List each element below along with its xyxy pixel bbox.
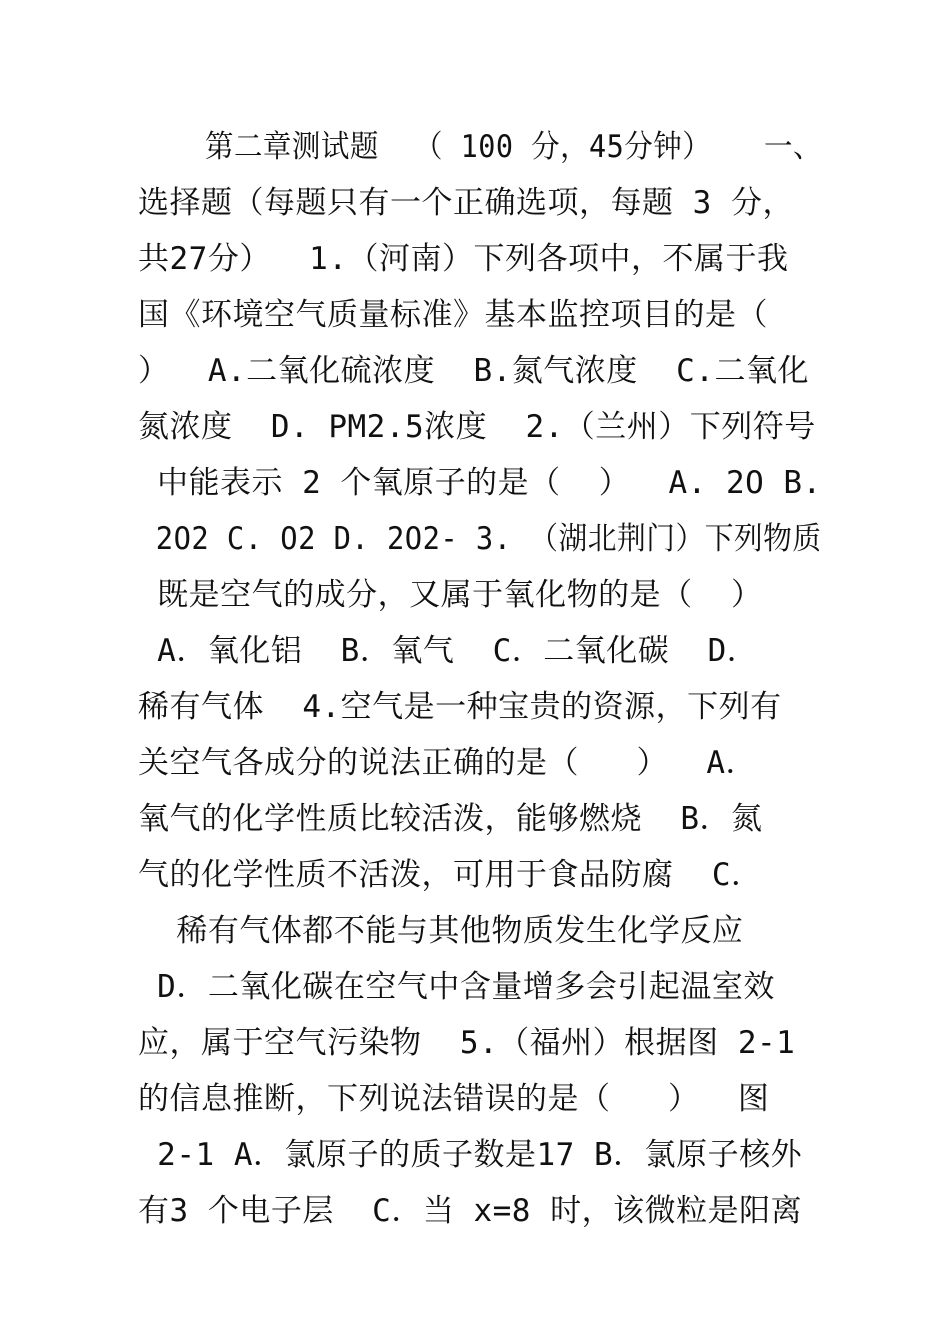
text-line: 氧气的化学性质比较活泼，能够燃烧 B．氮 xyxy=(138,801,763,837)
text-line: 国《环境空气质量标准》基本监控项目的是（ xyxy=(138,297,768,333)
text-line: 既是空气的成分，又属于氧化物的是（ ） xyxy=(138,577,763,613)
text-line: 的信息推断，下列说法错误的是（ ） 图 xyxy=(138,1081,770,1117)
text-line: 应，属于空气污染物 5.（福州）根据图 2-1 xyxy=(138,1025,796,1061)
text-line: 氮浓度 D. PM2.5浓度 2.（兰州）下列符号 xyxy=(138,409,816,445)
text-line: A．氧化铝 B．氧气 C．二氧化碳 D． xyxy=(138,633,759,669)
text-line: 第二章测试题 （ 100 分，45分钟） 一、 xyxy=(205,129,822,165)
text-line: 稀有气体都不能与其他物质发生化学反应 xyxy=(138,913,744,949)
text-line: 稀有气体 4.空气是一种宝贵的资源，下列有 xyxy=(138,689,782,725)
text-line: D．二氧化碳在空气中含量增多会引起温室效 xyxy=(138,969,775,1005)
text-line: ） A.二氧化硫浓度 B.氮气浓度 C.二氧化 xyxy=(138,353,809,389)
text-line: 中能表示 2 个氧原子的是（ ） A. 2O B. xyxy=(138,465,822,501)
text-line: 气的化学性质不活泼，可用于食品防腐 C． xyxy=(138,857,763,893)
text-line: 关空气各成分的说法正确的是（ ） A． xyxy=(138,745,757,781)
text-line: 共27分） 1.（河南）下列各项中，不属于我 xyxy=(138,241,789,277)
text-line: 有3 个电子层 C．当 x=8 时，该微粒是阳离 xyxy=(138,1193,803,1229)
text-line: 2O2 C. O2 D. 2O2- 3. （湖北荆门）下列物质 xyxy=(138,521,822,557)
text-line: 2-1 A．氯原子的质子数是17 B．氯原子核外 xyxy=(138,1137,803,1173)
text-line: 选择题（每题只有一个正确选项，每题 3 分， xyxy=(138,185,794,221)
